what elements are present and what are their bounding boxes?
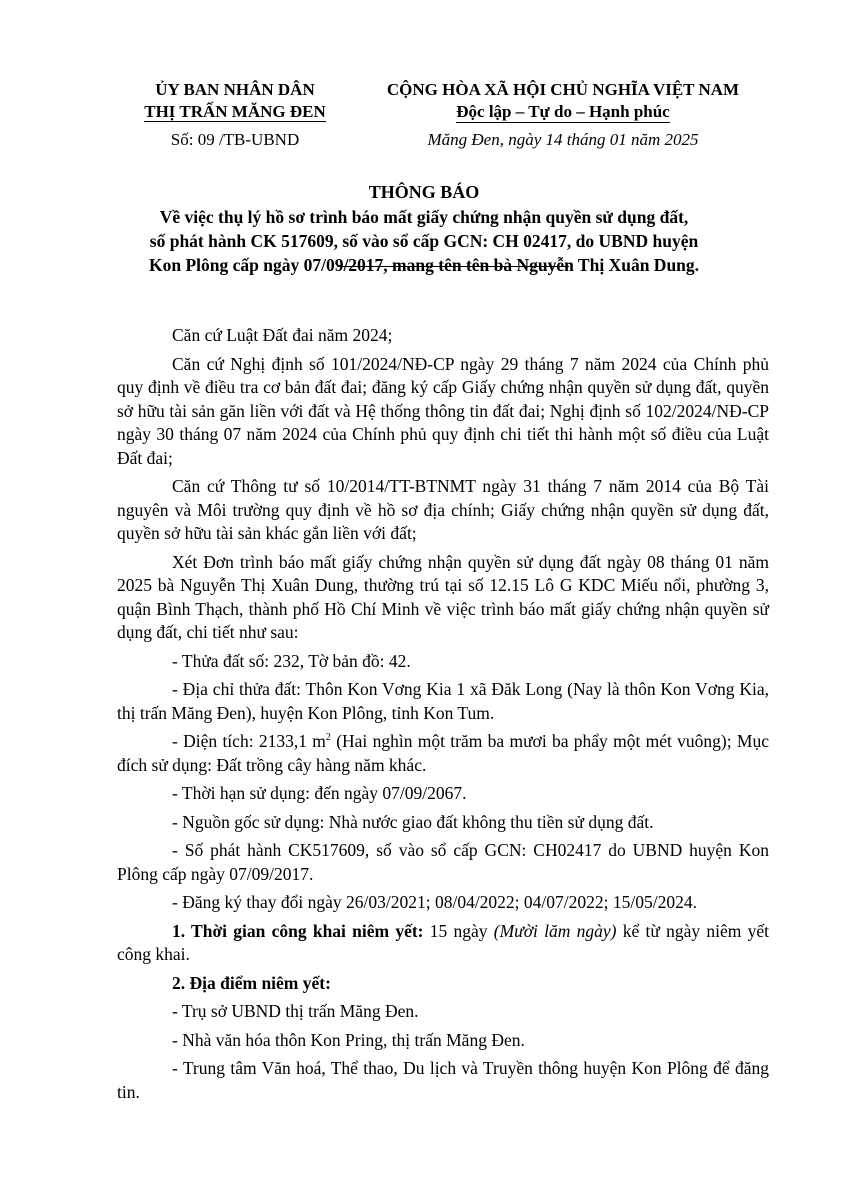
legal-basis-2: Căn cứ Nghị định số 101/2024/NĐ-CP ngày 29 tháng 7 năm 2024 của Chính phủ quy định về điều tra cơ bản đất đai; đăng ký cấp Giấy chứng nhận quyền sử dụng đất, quyền sở hữu tài sản găn liền với đất và Hệ thống thông tin đất đai; Nghị định số 102/2024/NĐ-CP ngày 30 tháng 07 năm 2024 của Chính phủ quy định chi tiết thi hành một số điều của Luật Đất đai; (117, 353, 769, 468)
usage-origin: - Nguồn gốc sử dụng: Nhà nước giao đất không thu tiền sử dụng đất. (172, 811, 654, 832)
agency-name-line2 (120, 101, 350, 123)
document-date: Măng Đen, ngày 14 tháng 01 năm 2025 (427, 130, 699, 149)
document-title (90, 180, 758, 277)
agency-name-line1: ỦY BAN NHÂN DÂN (155, 80, 315, 99)
posting-period-text-a: 15 ngày (423, 920, 494, 941)
posting-period-text-b: kể từ ngày niêm yết công khai. (117, 920, 769, 964)
title-underline-divider (337, 266, 569, 267)
issuing-agency-block (120, 79, 350, 151)
posting-period-italic: (Mười lăm ngày) (493, 920, 617, 941)
posting-location-3: - Trung tâm Văn hoá, Thể thao, Du lịch và Truyền thông huyện Kon Plông để đăng tin. (117, 1058, 769, 1102)
document-body (117, 324, 769, 1109)
national-header-block (348, 79, 778, 151)
document-number: Số: 09 /TB-UBND (170, 130, 300, 149)
country-name: CỘNG HÒA XÃ HỘI CHỦ NGHĨA VIỆT NAM (386, 80, 740, 99)
parcel-area-pre: - Diện tích: 2133,1 m (172, 731, 326, 751)
agency-name-line2-text: THỊ TRẤN MĂNG ĐEN (144, 102, 326, 121)
application-review: Xét Đơn trình báo mất giấy chứng nhận quyền sử dụng đất ngày 08 tháng 01 năm 2025 bà Nguyễn Thị Xuân Dung, thường trú tại số 12.15 Lô G KDC Miếu nổi, phường 3, quận Bình Thạch, thành phố Hồ Chí Minh về việc trình báo mất giấy chứng nhận quyền sử dụng đất, chi tiết như sau: (117, 551, 769, 642)
motto-text: Độc lập – Tự do – Hạnh phúc (456, 102, 670, 121)
posting-location-1: - Trụ sở UBND thị trấn Măng Đen. (172, 1001, 419, 1021)
posting-location-2: - Nhà văn hóa thôn Kon Pring, thị trấn Măng Đen. (172, 1029, 525, 1050)
parcel-address: - Địa chỉ thửa đất: Thôn Kon Vơng Kia 1 xã Đăk Long (Nay là thôn Kon Vơng Kia, thị trấn Măng Đen), huyện Kon Plông, tỉnh Kon Tum. (117, 679, 769, 723)
posting-period (117, 920, 769, 967)
parcel-area-post: (Hai nghìn một trăm ba mươi ba phẩy một mét vuông); Mục đích sử dụng: Đất trồng cây hàng năm khác. (117, 731, 769, 775)
parcel-area (117, 730, 769, 777)
change-registrations: - Đăng ký thay đổi ngày 26/03/2021; 08/04/2022; 04/07/2022; 15/05/2024. (172, 892, 697, 912)
title-subject-line2: số phát hành CK 517609, số vào sổ cấp GCN: CH 02417, do UBND huyện (149, 231, 699, 251)
title-subject-line1: Về việc thụ lý hồ sơ trình báo mất giấy chứng nhận quyền sử dụng đất, (159, 207, 689, 227)
title-heading: THÔNG BÁO (368, 182, 480, 202)
legal-basis-1: Căn cứ Luật Đất đai năm 2024; (172, 325, 393, 345)
parcel-number: - Thửa đất số: 232, Tờ bản đồ: 42. (172, 650, 411, 671)
posting-location-heading: 2. Địa điểm niêm yết: (172, 972, 331, 993)
title-subject-line3: Kon Plông cấp ngày 07/09/2017, mang tên tên bà Nguyễn Thị Xuân Dung. (148, 255, 700, 275)
legal-basis-3: Căn cứ Thông tư số 10/2014/TT-BTNMT ngày 31 tháng 7 năm 2014 của Bộ Tài nguyên và Môi trường quy định về hồ sơ địa chính; Giấy chứng nhận quyền sử dụng đất, quyền sở hữu tài sản khác gắn liền với đất; (117, 476, 769, 543)
parcel-area-sup: 2 (325, 732, 331, 744)
posting-period-label: 1. Thời gian công khai niêm yết: (172, 920, 424, 941)
usage-term: - Thời hạn sử dụng: đến ngày 07/09/2067. (172, 783, 467, 803)
certificate-details: - Số phát hành CK517609, số vào sổ cấp GCN: CH02417 do UBND huyện Kon Plông cấp ngày 07/09/2017. (117, 840, 769, 884)
motto-line (348, 101, 778, 123)
